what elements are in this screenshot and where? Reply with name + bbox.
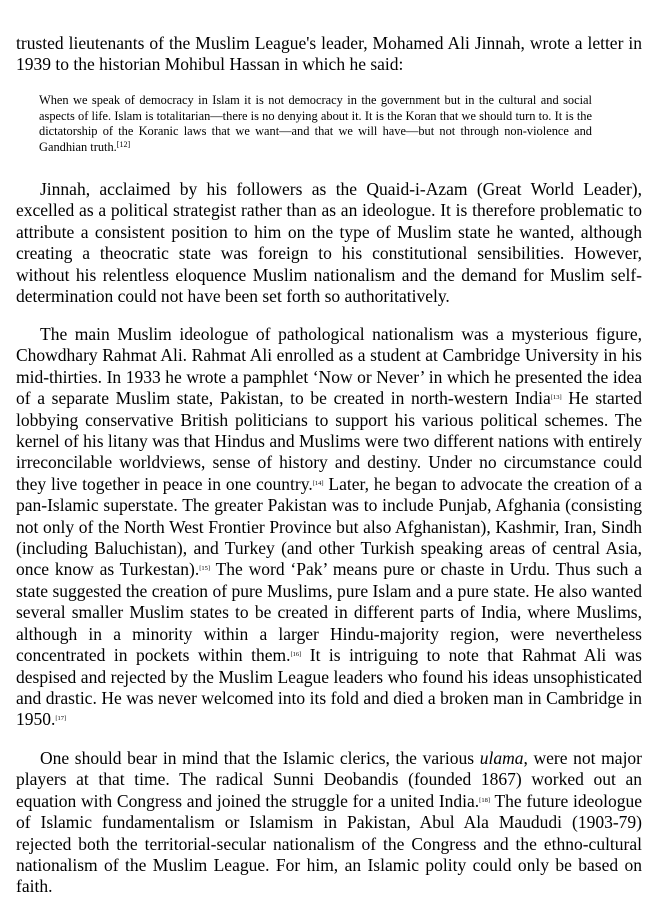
ulama-text-3: The future ideologue of Islamic fundamentalism or Islamism in Pakistan, Abul Ala Maududi (1903-79) rejected both the territorial-secular nationalism of the Congress and the ethno-cultural nationalism of the Muslim League. For him, an Islamic polity could only be based on faith.	[16, 790, 642, 897]
footnote-ref-17[interactable]: [17]	[55, 715, 67, 723]
rahmat-text-4: The word ‘Pak’ means pure or chaste in Urdu. Thus such a state suggested the creation of pure Muslims, pure Islam and a pure state. He also wanted several smaller Muslim states to be created in different parts of India, where Muslims, although in a minority within a larger Hindu-majority region, were nevertheless concentrated in pockets within them.	[16, 559, 642, 666]
footnote-ref-13[interactable]: [13]	[550, 394, 562, 402]
paragraph-jinnah: Jinnah, acclaimed by his followers as the Quaid-i-Azam (Great World Leader), excelled as a political strategist rather than as an ideologue. It is therefore problematic to attribute a consistent position to him on the type of Muslim state he wanted, although creating a theocratic state was foreign to his constitutional sensibilities. However, without his relentless eloquence Muslim nationalism and the demand for Muslim self-determination could not have been set forth so authoritatively.	[16, 179, 642, 307]
footnote-ref-15[interactable]: [15]	[199, 565, 211, 573]
block-quote	[39, 93, 592, 155]
intro-paragraph: trusted lieutenants of the Muslim League's leader, Mohamed Ali Jinnah, wrote a letter in 1939 to the historian Mohibul Hassan in which he said:	[16, 33, 642, 75]
rahmat-text-1: The main Muslim ideologue of pathological nationalism was a mysterious figure, Chowdhary Rahmat Ali. Rahmat Ali enrolled as a student at Cambridge University in his mid-thirties. In 1933 he wrote a pamphlet ‘Now or Never’ in which he presented the idea of a separate Muslim state, Pakistan, to be created in north-western India	[16, 324, 642, 409]
ulama-text-2: , were not major players at that time. The radical Sunni Deobandis (founded 1867) worked out an equation with Congress and joined the struggle for a united India.	[16, 748, 643, 811]
footnote-ref-16[interactable]: [16]	[290, 651, 302, 659]
footnote-ref-14[interactable]: [14]	[312, 479, 324, 487]
footnote-ref-12[interactable]: [12]	[116, 139, 131, 149]
rahmat-text-3: Later, he began to advocate the creation of a pan-Islamic superstate. The greater Pakistan was to include Punjab, Afghania (consisting not only of the North West Frontier Province but also Afghanistan), Kashmir, Iran, Sindh (including Baluchistan), and Turkey (and other Turkish speaking areas of central Asia, once know as Turkestan).	[16, 473, 642, 580]
footnote-ref-18[interactable]: [18]	[479, 796, 491, 804]
rahmat-text-2: He started lobbying conservative British politicians to support his various political schemes. The kernel of his litany was that Hindus and Muslims were two different nations with entirely irreconcilable worldviews, sense of history and destiny. Under no circumstance could they live together in peace in one country.	[16, 388, 642, 494]
paragraph-rahmat-ali	[16, 324, 642, 731]
rahmat-text-5: It is intriguing to note that Rahmat Ali was despised and rejected by the Muslim League leaders who found his ideas unsophisticated and drastic. He was never welcomed into its fold and died a broken man in Cambridge in 1950.	[16, 645, 642, 730]
ulama-text-1: One should bear in mind that the Islamic clerics, the various	[40, 748, 480, 768]
quote-text: When we speak of democracy in Islam it is not democracy in the government but in the cultural and social aspects of life. Islam is totalitarian—there is no denying about it. It is the Koran that we should turn to. It is the dictatorship of the Koranic laws that we want—and that we will have—but not through non-violence and Gandhian truth.	[39, 93, 592, 154]
ulama-term: ulama	[479, 748, 524, 768]
paragraph-ulama	[16, 748, 642, 898]
